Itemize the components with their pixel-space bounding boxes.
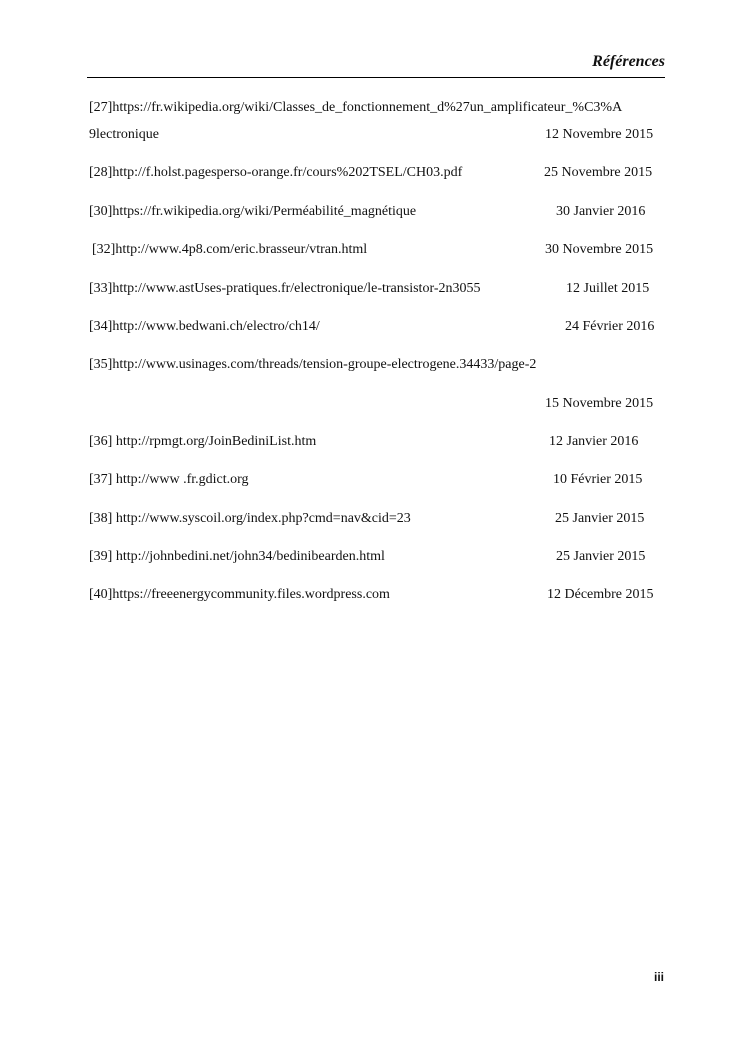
reference-38 — [89, 511, 661, 529]
reference-35-url[interactable]: [35]http://www.usinages.com/threads/tension-groupe-electrogene.34433/page-2 — [89, 357, 537, 372]
reference-40 — [89, 587, 661, 605]
reference-39-url[interactable]: [39] http://johnbedini.net/john34/bedinibearden.html — [89, 549, 385, 564]
reference-30 — [89, 204, 661, 222]
reference-33-url[interactable]: [33]http://www.astUses-pratiques.fr/electronique/le-transistor-2n3055 — [89, 281, 481, 296]
reference-35 — [89, 357, 661, 417]
reference-36-url[interactable]: [36] http://rpmgt.org/JoinBediniList.htm — [89, 434, 317, 449]
reference-35-date: 15 Novembre 2015 — [545, 396, 654, 411]
reference-40-date: 12 Décembre 2015 — [547, 587, 654, 602]
reference-38-url[interactable]: [38] http://www.syscoil.org/index.php?cmd=nav&cid=23 — [89, 511, 411, 526]
reference-28-date: 25 Novembre 2015 — [544, 165, 653, 180]
reference-27-date: 12 Novembre 2015 — [545, 127, 654, 142]
reference-27-url-continuation[interactable]: 9lectronique — [89, 127, 159, 142]
reference-33 — [89, 281, 661, 299]
reference-33-date: 12 Juillet 2015 — [566, 281, 650, 296]
reference-37-url[interactable]: [37] http://www .fr.gdict.org — [89, 472, 249, 487]
reference-28 — [89, 165, 661, 183]
reference-30-date: 30 Janvier 2016 — [556, 204, 646, 219]
reference-27 — [89, 100, 661, 144]
reference-40-url[interactable]: [40]https://freeenergycommunity.files.wordpress.com — [89, 587, 390, 602]
reference-37 — [89, 472, 661, 490]
reference-36-date: 12 Janvier 2016 — [549, 434, 639, 449]
reference-27-url[interactable]: [27]https://fr.wikipedia.org/wiki/Classes_de_fonctionnement_d%27un_amplificateur_%C3%A — [89, 100, 623, 115]
page-number: iii — [653, 970, 664, 984]
reference-38-date: 25 Janvier 2015 — [555, 511, 645, 526]
reference-34-url[interactable]: [34]http://www.bedwani.ch/electro/ch14/ — [89, 319, 320, 334]
reference-34 — [89, 319, 661, 337]
reference-28-url[interactable]: [28]http://f.holst.pagesperso-orange.fr/cours%202TSEL/CH03.pdf — [89, 165, 463, 180]
reference-32-url[interactable]: [32]http://www.4p8.com/eric.brasseur/vtran.html — [92, 242, 368, 257]
header-divider — [87, 77, 665, 78]
reference-36 — [89, 434, 661, 452]
reference-32 — [89, 242, 661, 260]
reference-32-date: 30 Novembre 2015 — [545, 242, 654, 257]
reference-37-date: 10 Février 2015 — [553, 472, 643, 487]
reference-30-url[interactable]: [30]https://fr.wikipedia.org/wiki/Perméabilité_magnétique — [89, 204, 417, 219]
reference-39 — [89, 549, 661, 567]
reference-34-date: 24 Février 2016 — [565, 319, 655, 334]
page-header-title: Références — [592, 53, 665, 70]
reference-39-date: 25 Janvier 2015 — [556, 549, 646, 564]
